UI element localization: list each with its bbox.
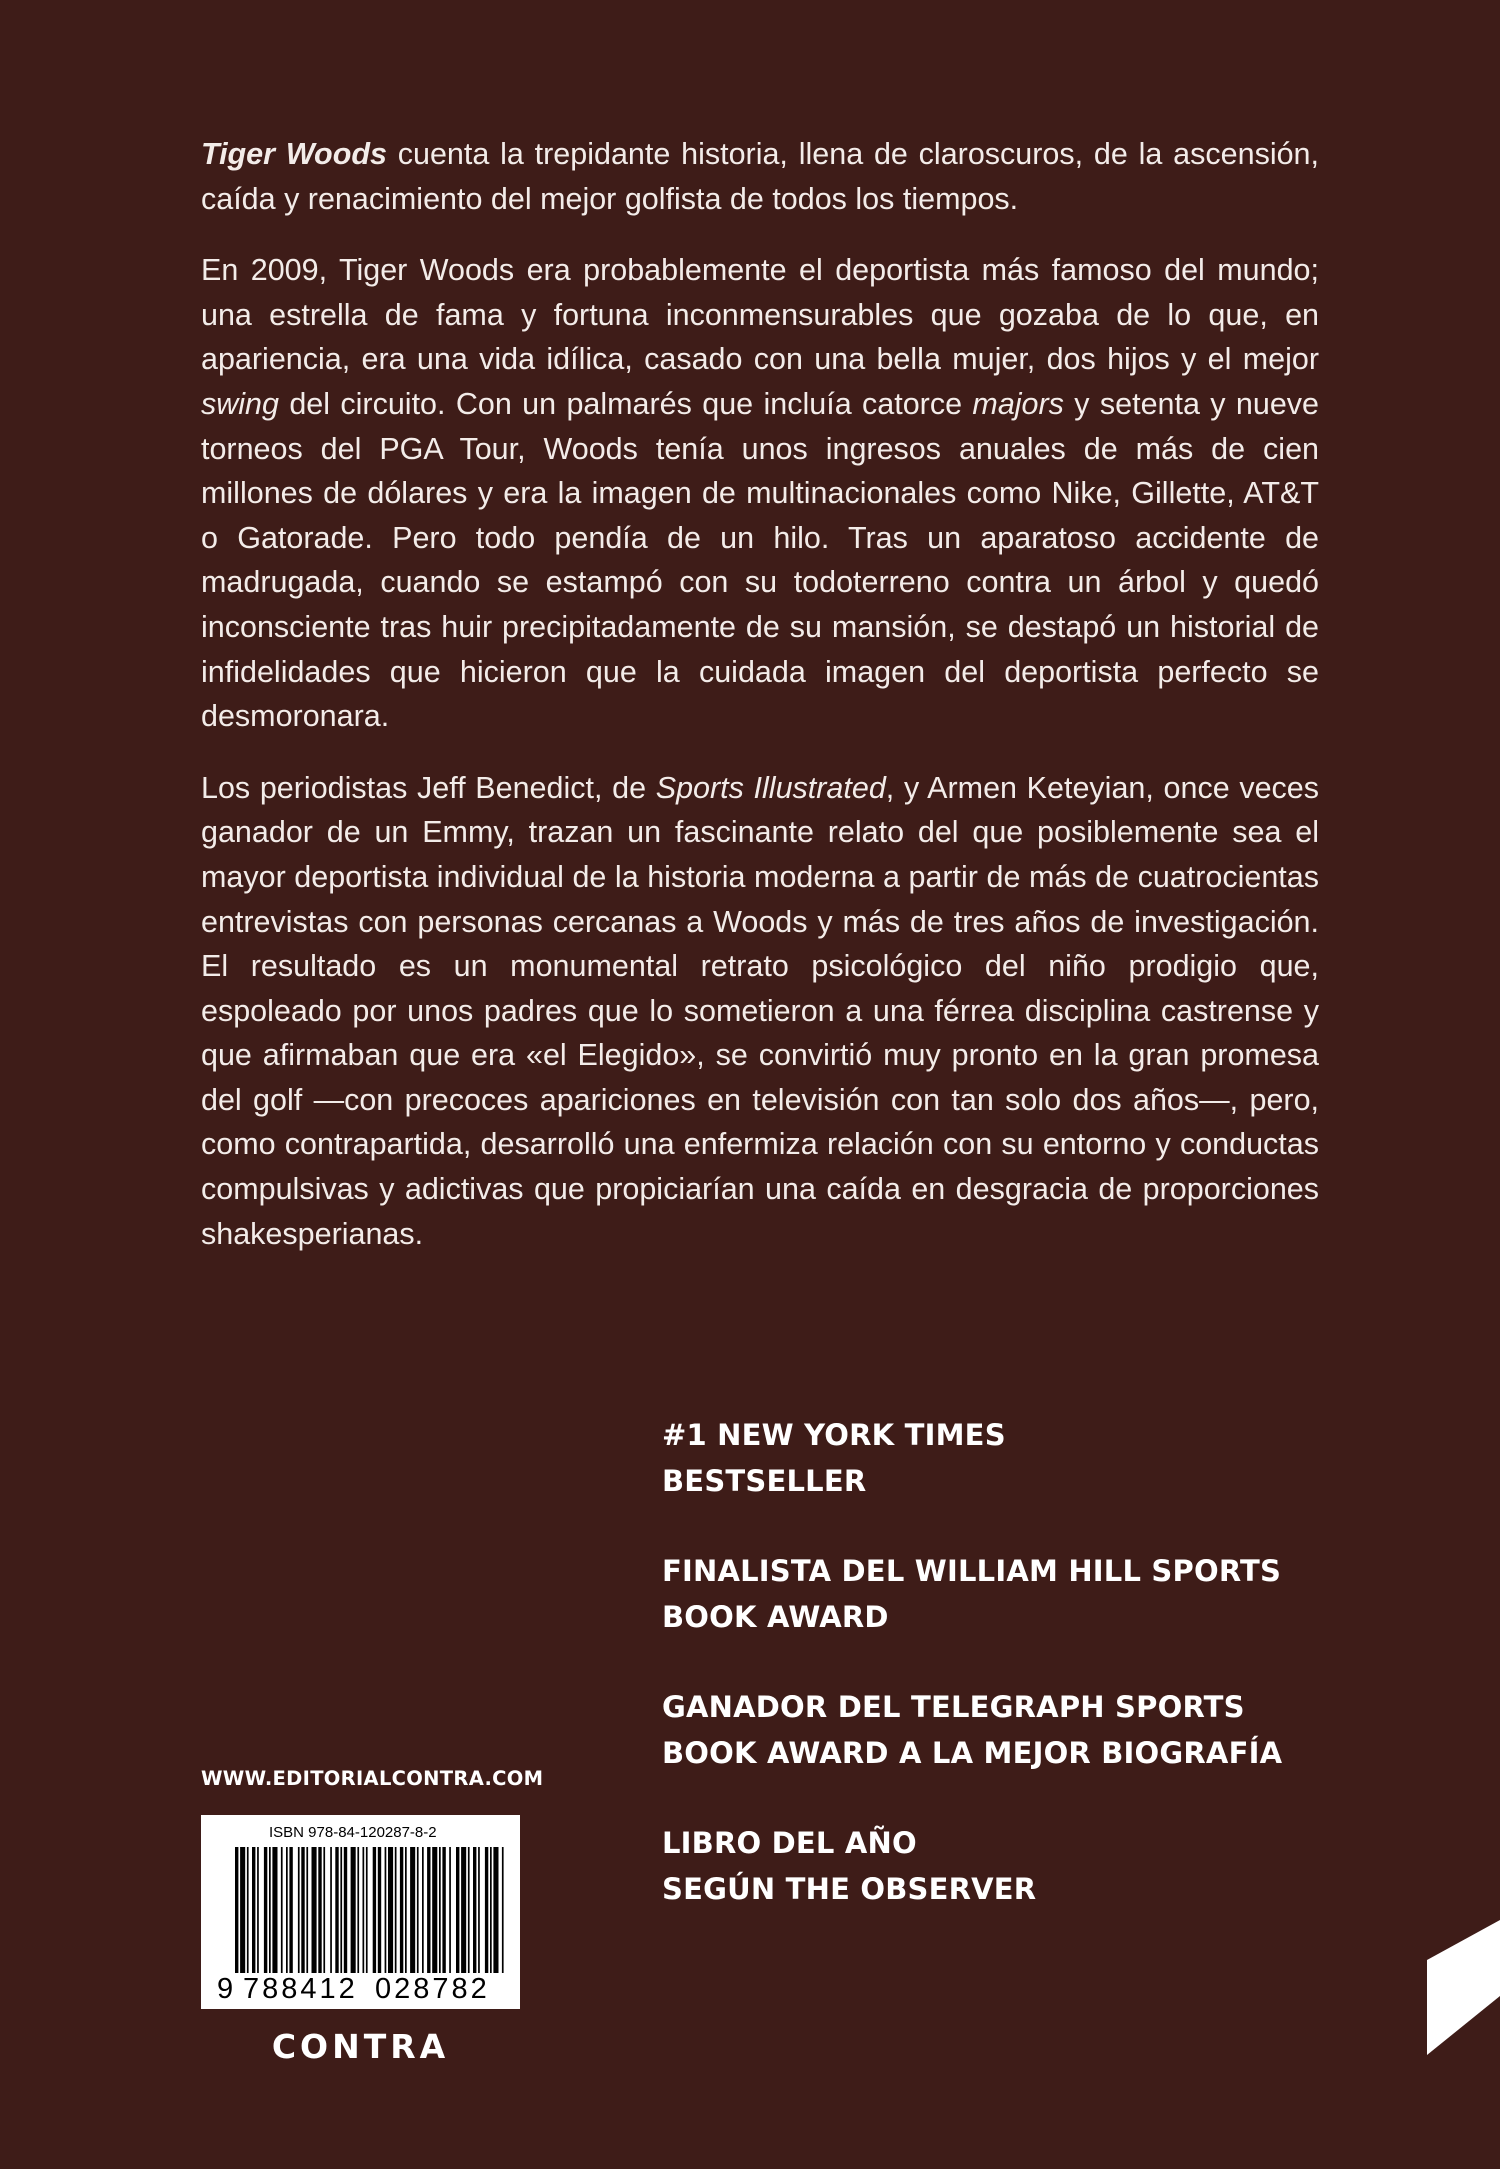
barcode-bar [335,1847,338,1973]
barcode-bar [502,1847,504,1973]
accolade-line: LIBRO DEL AÑO [662,1826,917,1860]
barcode-bar [351,1847,356,1973]
barcode-bar [366,1847,368,1973]
book-title-inline: Tiger Woods [201,137,387,171]
barcode-bar [461,1847,466,1973]
barcode-bar [289,1847,292,1973]
accolade-line: BESTSELLER [662,1464,867,1498]
barcode-bar [456,1847,459,1973]
barcode-bar [330,1847,332,1973]
synopsis-paragraph-3 [201,766,1319,1257]
barcode-bar [252,1847,255,1973]
corner-polygon [1427,1920,1500,2055]
accolade-item [662,1820,1362,1912]
barcode-bar [439,1847,441,1973]
accolades-list [662,1412,1362,1956]
synopsis-text-run: cuenta la trepidante historia, llena de claroscuros, de la ascensión, caída y renacimiento del mejor golfista de todos los tiempos. [201,137,1319,216]
barcode-bar [410,1847,415,1973]
accolade-line: FINALISTA DEL WILLIAM HILL SPORTS [662,1554,1282,1588]
accolade-line: #1 NEW YORK TIMES [662,1418,1006,1452]
barcode-bar [257,1847,259,1973]
barcode-bar [388,1847,393,1973]
barcode-bar [385,1847,387,1973]
spine-corner-shape [1427,1920,1500,2055]
barcode-bar [357,1847,359,1973]
barcode-bar [286,1847,288,1973]
barcode-bar [269,1847,271,1973]
barcode-bar [247,1847,249,1973]
barcode-bar [478,1847,480,1973]
accolade-item [662,1684,1362,1776]
barcode-bar [272,1847,277,1973]
synopsis-paragraph-1 [201,132,1319,221]
synopsis-text-run: En 2009, Tiger Woods era probablemente el deportista más famoso del mundo; una estrella de fama y fortuna inconmensurables que gozaba de lo que, en apariencia, era una vida idílica, casado con una bella mujer, dos hijos y el mejor [201,253,1319,377]
synopsis-text-run: y setenta y nueve torneos del PGA Tour, Woods tenía unos ingresos anuales de más de cien millones de dólares y era la imagen de multinacionales como Nike, Gillette, AT&T o Gatorade. Pero todo pendía de un hilo. Tras un aparatoso accidente de madrugada, cuando se estampó con su todoterreno contra un árbol y quedó inconsciente tras huir precipitadamente de su mansión, se destapó un historial de infidelidades que hicieron que la cuidada imagen del deportista perfecto se desmoronara. [201,386,1320,734]
barcode-bar [432,1847,437,1973]
barcode-digits-left: 788412 [243,1973,358,2005]
accolade-line: GANADOR DEL TELEGRAPH SPORTS [662,1690,1245,1724]
barcode-bar [323,1847,325,1973]
barcode-bar [485,1847,488,1973]
barcode-bar [378,1847,381,1973]
barcode-bar [281,1847,283,1973]
barcode-bar [306,1847,308,1973]
synopsis-text-run: Los periodistas Jeff Benedict, de [201,770,656,805]
barcode-bar [344,1847,347,1973]
barcode-bar [373,1847,376,1973]
barcode-bar [422,1847,424,1973]
synopsis-text-run: del circuito. Con un palmarés que incluía catorce [278,386,973,421]
italic-term-majors: majors [972,386,1064,421]
barcode-bar [468,1847,470,1973]
accolade-line: SEGÚN THE OBSERVER [662,1872,1037,1906]
barcode-bar [312,1847,317,1973]
barcode-bar [235,1847,238,1973]
barcode-graphic [201,1815,520,2009]
barcode-bars [235,1847,504,1973]
barcode-bar [318,1847,321,1973]
accolade-item [662,1412,1362,1504]
synopsis-text [201,132,1319,1283]
barcode-bar [301,1847,304,1973]
accolade-item [662,1548,1362,1640]
synopsis-text-run: , y Armen Keteyian, once veces ganador de un Emmy, trazan un fascinante relato del que posiblemente sea el mayor deportista individual de la historia moderna a partir de más de cuatrocientas entrevistas con personas cercanas a Woods y más de tres años de investigación. El resultado es un monumental retrato psicológico del niño prodigio que, espoleado por unos padres que lo sometieron a una férrea disciplina castrense y que afirmaban que era «el Elegido», se convirtió muy pronto en la gran promesa del golf —con precoces apariciones en televisión con tan solo dos años—, pero, como contrapartida, desarrolló una enfermiza relación con su entorno y conductas compulsivas y adictivas que propiciarían una caída en desgracia de proporciones shakesperianas. [201,770,1320,1251]
accolade-line: BOOK AWARD [662,1600,889,1634]
barcode-bar [493,1847,498,1973]
barcode-bar [417,1847,419,1973]
barcode-bar [405,1847,407,1973]
barcode-bar [490,1847,492,1973]
barcode-bar [340,1847,342,1973]
publisher-logo: CONTRA [271,2027,450,2066]
isbn-label: ISBN 978-84-120287-8-2 [269,1824,437,1841]
barcode-bar [400,1847,403,1973]
barcode-bar [240,1847,245,1973]
barcode-digits-right: 028782 [375,1973,490,2005]
accolade-line: BOOK AWARD A LA MEJOR BIOGRAFÍA [662,1736,1283,1770]
barcode-bar [395,1847,397,1973]
italic-magazine-name: Sports Illustrated [655,770,886,805]
barcode-bar [473,1847,476,1973]
barcode-digit-first: 9 [217,1973,234,2005]
barcode-bar [363,1847,365,1973]
barcode-bar [442,1847,445,1973]
italic-term-swing: swing [201,386,279,421]
barcode-bar [264,1847,267,1973]
barcode-bar [449,1847,451,1973]
synopsis-paragraph-2 [201,248,1319,739]
barcode-bar [298,1847,300,1973]
publisher-website: WWW.EDITORIALCONTRA.COM [201,1767,544,1790]
barcode-bar [427,1847,430,1973]
isbn-barcode [201,1815,520,2009]
